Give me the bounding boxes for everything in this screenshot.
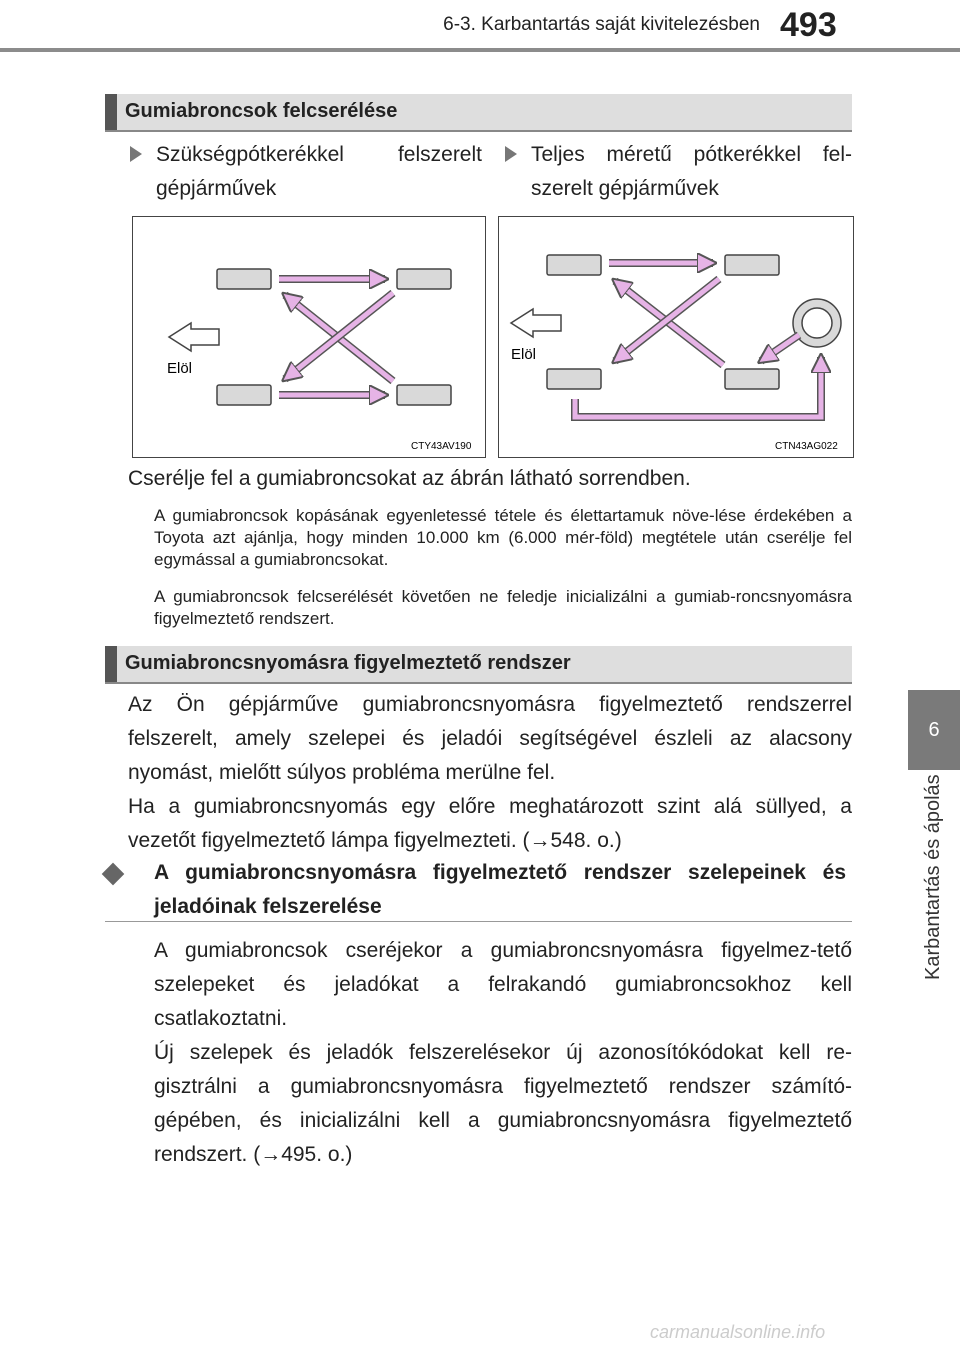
triangle-bullet-icon (130, 146, 142, 162)
diagram-code-left: CTY43AV190 (411, 441, 472, 452)
arrow-outline (575, 357, 821, 417)
rotation-diagram-left-svg (133, 217, 485, 457)
chapter-side-label (918, 774, 948, 980)
tire-rear-left-icon (217, 385, 271, 405)
section-heading-bar (105, 94, 852, 132)
section-heading-title: Gumiabroncsnyomásra figyelmeztető rendszer (125, 652, 571, 674)
front-label: Elöl (167, 360, 193, 377)
rotation-diagram-right-svg (499, 217, 853, 457)
column-heading-right-text: Teljes méretű pótkerékkel fel-szerelt gépjárművek (531, 143, 852, 200)
tire-rear-left-icon (547, 369, 601, 389)
section-heading-marker (105, 94, 117, 130)
tire-rotation-diagram-full-size-spare (498, 216, 854, 458)
arrow-rear-left-to-spare (575, 357, 821, 417)
page-number: 493 (780, 6, 837, 44)
column-heading-left-text: Szükségpótkerékkel felszerelt gépjárművek (156, 143, 482, 200)
section-heading-marker (105, 646, 117, 682)
section-heading-bar (105, 646, 852, 684)
diagram-code-right: CTN43AG022 (775, 441, 838, 452)
chapter-tab[interactable]: 6 (908, 690, 960, 770)
tpms-install-paragraph-2: Új szelepek és jeladók felszerelésekor új azonosítókódokat kell re-gisztrálni a gumiabroncsnyomásra figyelmeztető rendszer számító-gépében, és inicializálni kell a gumiabroncsnyomásra figyelmeztető rendszert. (→495. o.) (154, 1041, 852, 1166)
tire-front-left-icon (547, 255, 601, 275)
watermark: carmanualsonline.info (650, 1322, 826, 1342)
column-heading-right (505, 138, 852, 206)
spare-tire-hub-icon (802, 308, 832, 338)
front-label: Elöl (511, 346, 537, 363)
header-divider (0, 48, 960, 52)
tire-rotation-diagram-compact-spare (132, 216, 486, 458)
tire-rear-right-icon (725, 369, 779, 389)
tire-front-left-icon (217, 269, 271, 289)
triangle-bullet-icon (505, 146, 517, 162)
subsection-divider (105, 921, 852, 922)
section-heading-title: Gumiabroncsok felcserélése (125, 100, 398, 122)
diamond-bullet-icon (102, 863, 125, 886)
rotation-instruction: Cserélje fel a gumiabroncsokat az ábrán látható sorrendben. (128, 467, 691, 490)
tire-rear-right-icon (397, 385, 451, 405)
arrow-spare-to-rear-right (761, 335, 799, 361)
header-section-title: 6-3. Karbantartás saját kivitelezésben (443, 14, 760, 35)
tpms-install-paragraph-1: A gumiabroncsok cseréjekor a gumiabroncsnyomásra figyelmez-tető szelepeket és jeladókat a felrakandó gumiabroncsokhoz kell csatlakoztatni. (154, 939, 852, 1030)
tire-front-right-icon (725, 255, 779, 275)
front-direction-arrow-icon (511, 309, 561, 337)
subsection-heading: A gumiabroncsnyomásra figyelmeztető rendszer szelepeinek és jeladóinak felszerelése (154, 861, 846, 918)
rotation-note-2: A gumiabroncsok felcserélését követően ne feledje inicializálni a gumiab-roncsnyomásra figyelmeztető rendszert. (154, 587, 852, 628)
column-heading-left (130, 138, 482, 206)
tpms-intro-paragraph: Az Ön gépjárműve gumiabroncsnyomásra figyelmeztető rendszerrel felszerelt, amely szelepei és jeladói segítségével észleli az alacsony nyomást, mielőtt súlyos probléma merülne fel. (128, 693, 852, 784)
rotation-note-1: A gumiabroncsok kopásának egyenletessé tétele és élettartamuk növe-lése érdekében a Toyota azt ajánlja, hogy minden 10.000 km (6.000 mér-föld) megtétele után cserélje fel egymással a gumiabroncsokat. (154, 506, 852, 569)
chapter-side-label-text: Karbantartás és ápolás (922, 774, 944, 980)
tire-front-right-icon (397, 269, 451, 289)
tpms-warning-paragraph: Ha a gumiabroncsnyomás egy előre meghatározott szint alá süllyed, a vezetőt figyelmeztető lámpa figyelmezteti. (→548. o.) (128, 795, 852, 852)
front-direction-arrow-icon (169, 323, 219, 351)
